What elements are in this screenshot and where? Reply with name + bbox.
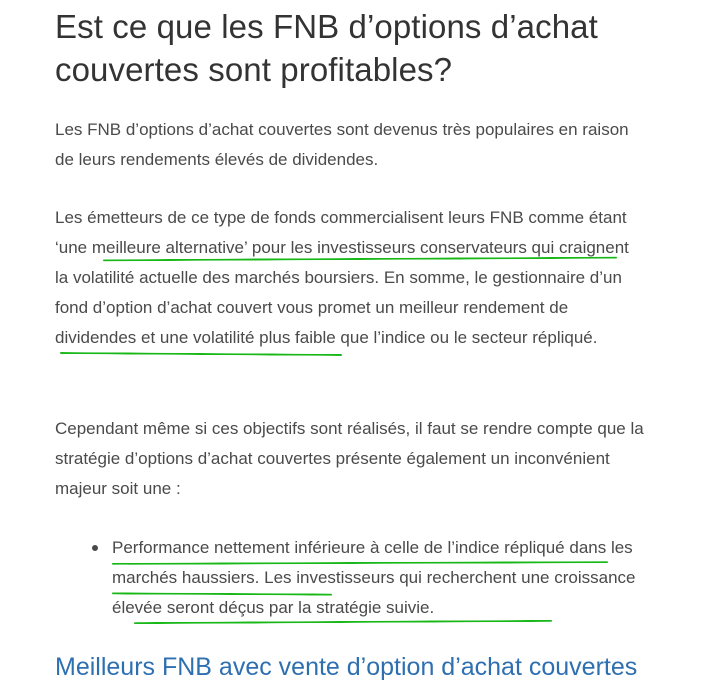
- page-title: Est ce que les FNB d’options d’achat couvertes sont profitables?: [55, 8, 598, 88]
- list-item-text: Performance nettement inférieure à celle de l’indice répliqué dans les marchés haussiers. Les investisseurs qui recherchent une croissance élevée seront déçus par la stratégie suivie.: [112, 538, 636, 617]
- underlined-phrase-alternative: ‘une meilleure alternative’ pour les investisseurs conservateurs: [55, 238, 527, 257]
- list-item: [55, 533, 655, 623]
- underlined-phrase-dividends: meilleur rendement de dividendes: [55, 298, 569, 347]
- bullet-icon: [92, 545, 98, 551]
- article-content: [55, 0, 655, 681]
- issuers-paragraph-text-3: et une volatilité plus faible que l’indice ou le secteur répliqué.: [136, 328, 598, 347]
- section-heading: Meilleurs FNB avec vente d’option d’achat couvertes: [55, 653, 638, 681]
- drawback-paragraph: Cependant même si ces objectifs sont réalisés, il faut se rendre compte que la stratégie d’options d’achat couvertes présente également un inconvénient majeur soit une :: [55, 419, 644, 498]
- issuers-paragraph-text-1: Les émetteurs de ce type de fonds commercialisent leurs FNB comme étant: [55, 208, 627, 227]
- issuers-paragraph: [55, 203, 645, 353]
- issuers-paragraph-text-2: qui craignent la volatilité actuelle des marchés boursiers. En somme, le gestionnaire d’un fond d’option d’achat couvert vous promet un: [55, 238, 629, 317]
- drawback-list: [55, 533, 655, 623]
- intro-paragraph: Les FNB d’options d’achat couvertes sont devenus très populaires en raison de leurs rendements élevés de dividendes.: [55, 120, 629, 169]
